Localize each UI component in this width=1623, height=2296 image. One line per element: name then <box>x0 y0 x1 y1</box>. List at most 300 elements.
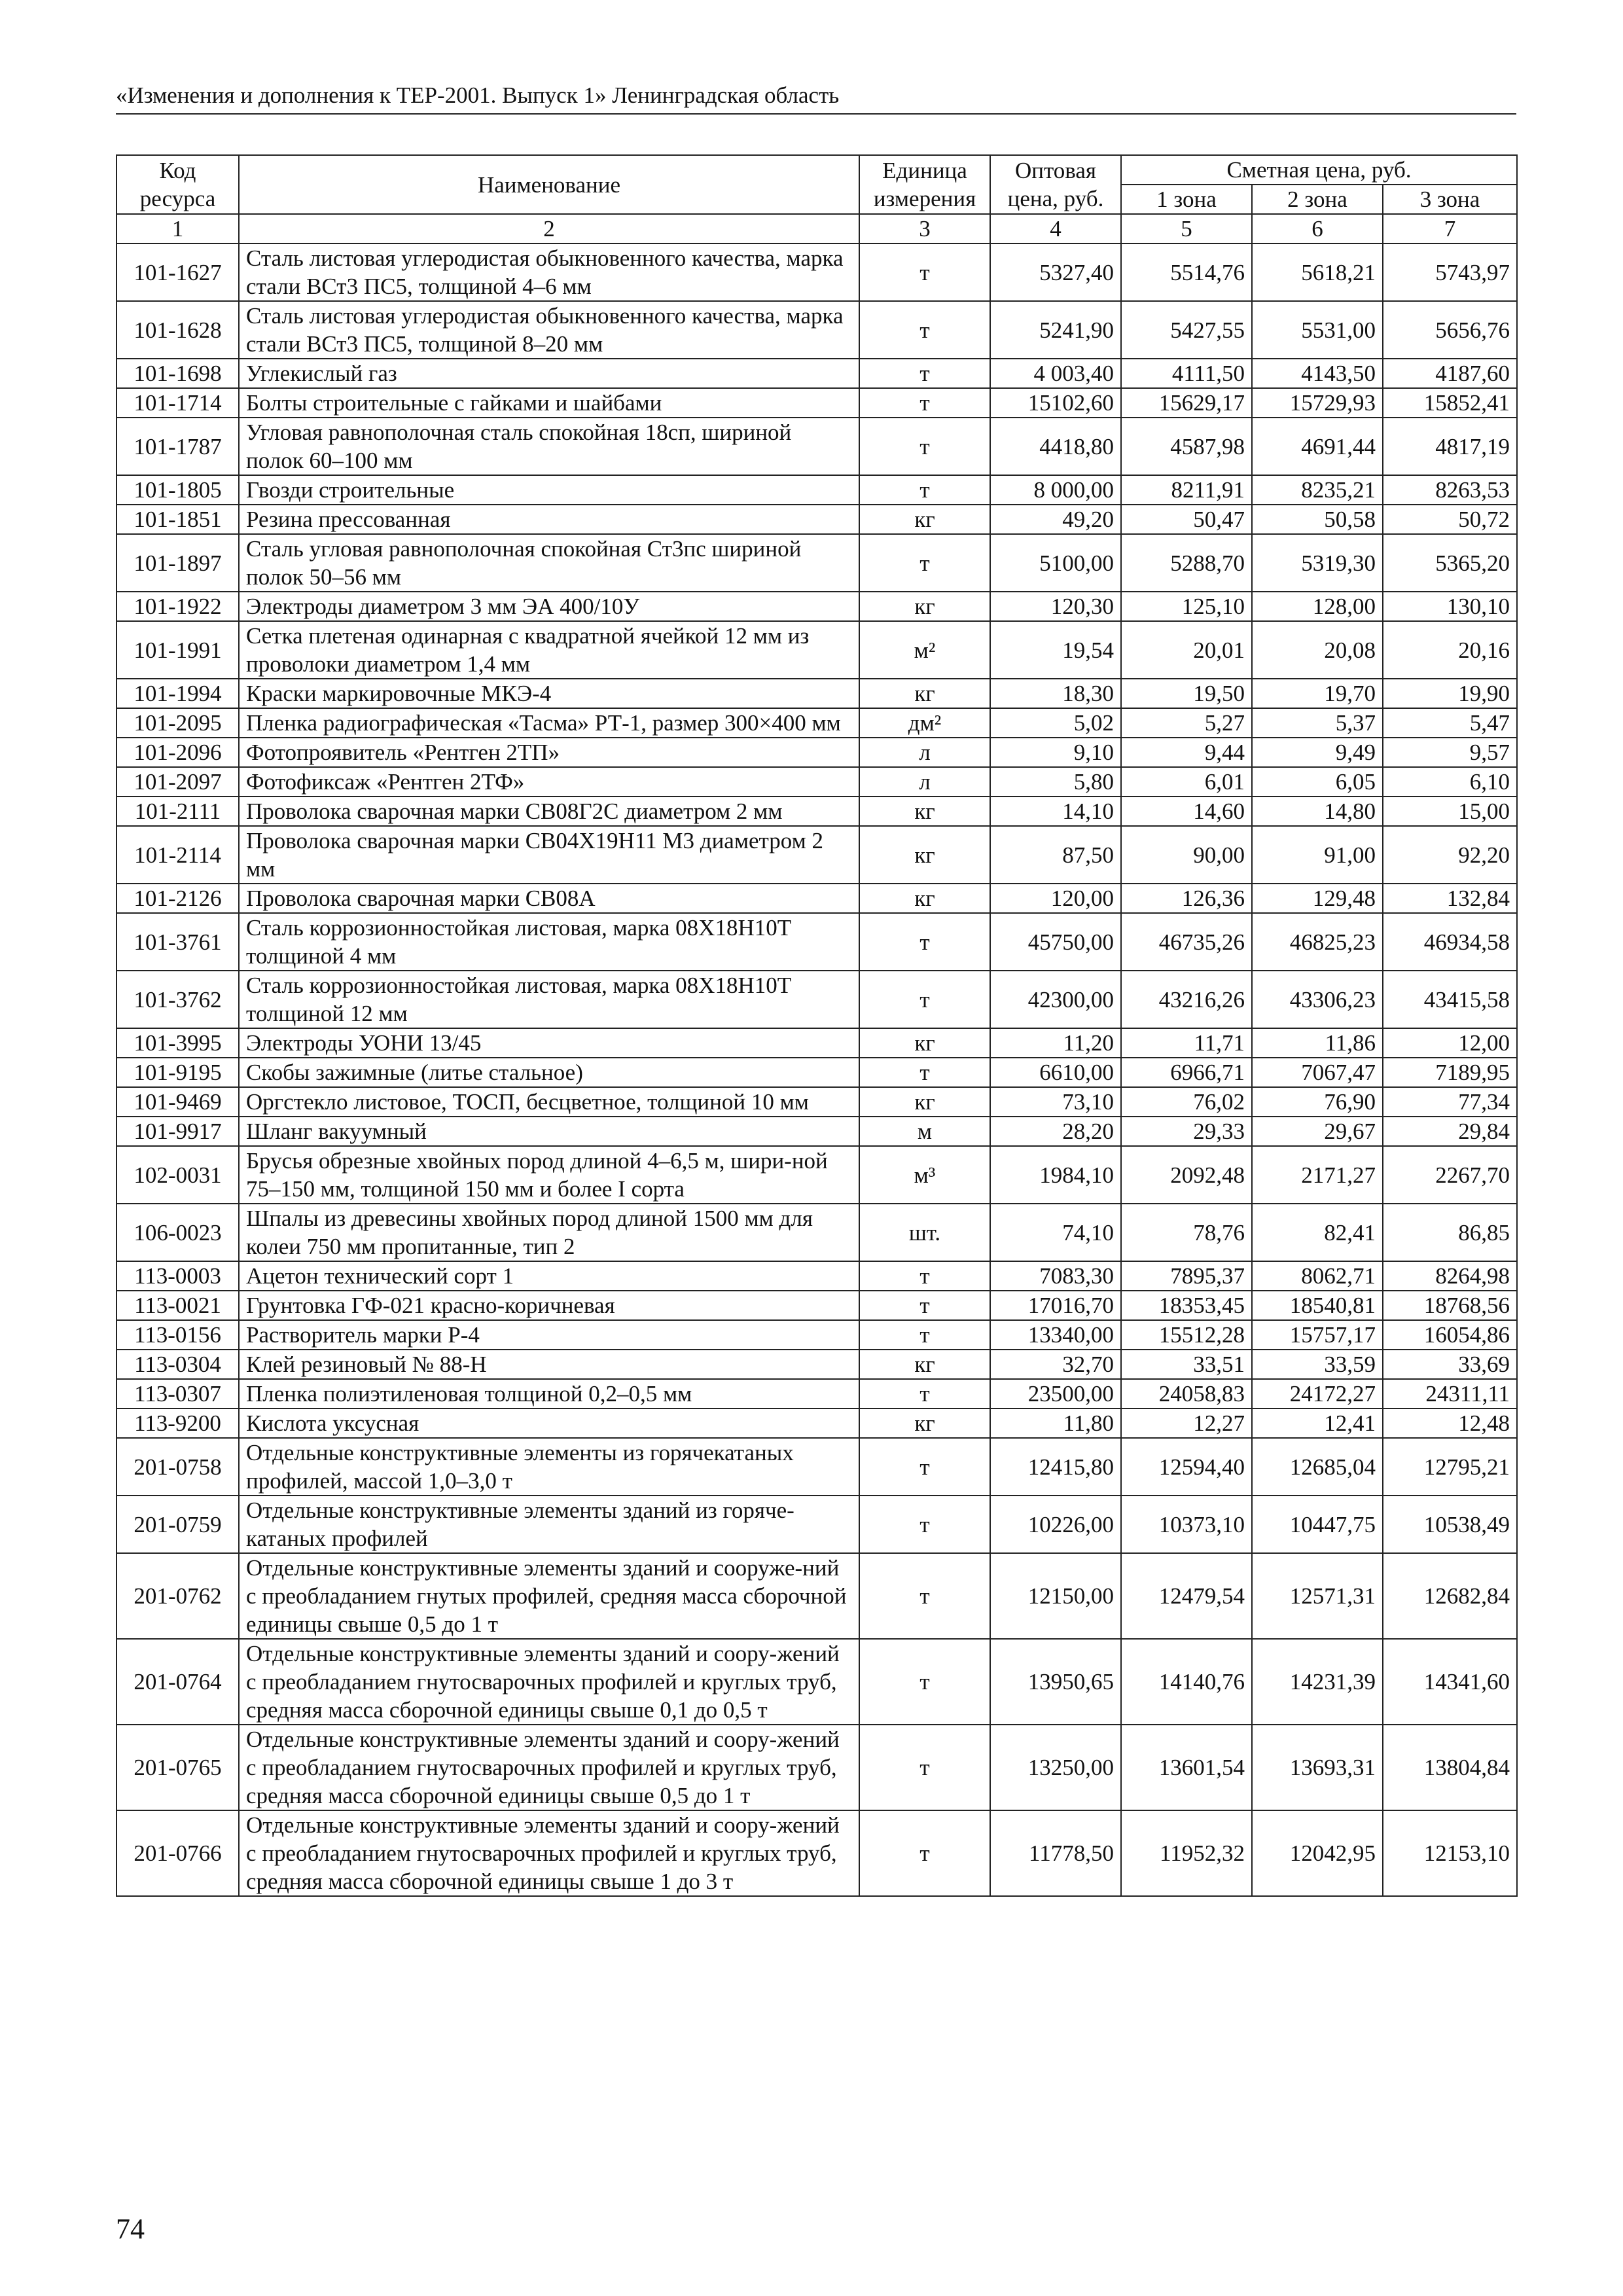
unit: кг <box>859 826 990 884</box>
zone-1-price: 6966,71 <box>1121 1058 1252 1087</box>
header-zone-3: 3 зона <box>1383 185 1517 214</box>
resource-name: Сетка плетеная одинарная с квадратной ячейкой 12 мм из проволоки диаметром 1,4 мм <box>239 621 859 679</box>
zone-1-price: 5,27 <box>1121 708 1252 738</box>
table-row <box>116 1408 1517 1438</box>
zone-2-price: 4143,50 <box>1252 359 1383 388</box>
resource-code: 201-0758 <box>116 1438 239 1496</box>
zone-3-price: 8263,53 <box>1383 475 1517 505</box>
zone-1-price: 125,10 <box>1121 592 1252 621</box>
table-row <box>116 359 1517 388</box>
zone-1-price: 15512,28 <box>1121 1320 1252 1350</box>
resource-code: 201-0762 <box>116 1553 239 1639</box>
header-wholesale-price: Оптовая цена, руб. <box>990 155 1121 214</box>
table-row <box>116 679 1517 708</box>
unit: т <box>859 388 990 418</box>
zone-3-price: 12795,21 <box>1383 1438 1517 1496</box>
zone-2-price: 9,49 <box>1252 738 1383 767</box>
page-number: 74 <box>116 2213 145 2245</box>
wholesale-price: 74,10 <box>990 1204 1121 1261</box>
resource-code: 101-1994 <box>116 679 239 708</box>
zone-1-price: 6,01 <box>1121 767 1252 797</box>
zone-3-price: 46934,58 <box>1383 913 1517 971</box>
wholesale-price: 28,20 <box>990 1117 1121 1146</box>
wholesale-price: 32,70 <box>990 1350 1121 1379</box>
zone-1-price: 12594,40 <box>1121 1438 1252 1496</box>
unit: т <box>859 1379 990 1408</box>
unit: шт. <box>859 1204 990 1261</box>
resource-code: 101-1714 <box>116 388 239 418</box>
table-row <box>116 1320 1517 1350</box>
zone-3-price: 5656,76 <box>1383 301 1517 359</box>
table-row <box>116 1350 1517 1379</box>
table-row <box>116 505 1517 534</box>
unit: т <box>859 1639 990 1725</box>
resource-name: Сталь листовая углеродистая обыкновенного качества, марка стали ВСт3 ПС5, толщиной 4–6 мм <box>239 243 859 301</box>
unit: кг <box>859 1350 990 1379</box>
wholesale-price: 7083,30 <box>990 1261 1121 1291</box>
zone-3-price: 18768,56 <box>1383 1291 1517 1320</box>
resource-code: 101-3762 <box>116 971 239 1028</box>
resource-code: 101-1627 <box>116 243 239 301</box>
wholesale-price: 5,80 <box>990 767 1121 797</box>
resource-code: 101-2114 <box>116 826 239 884</box>
zone-1-price: 90,00 <box>1121 826 1252 884</box>
unit: т <box>859 1058 990 1087</box>
wholesale-price: 5,02 <box>990 708 1121 738</box>
zone-3-price: 92,20 <box>1383 826 1517 884</box>
table-row <box>116 1117 1517 1146</box>
zone-3-price: 14341,60 <box>1383 1639 1517 1725</box>
table-row <box>116 592 1517 621</box>
wholesale-price: 4418,80 <box>990 418 1121 475</box>
unit: м³ <box>859 1146 990 1204</box>
wholesale-price: 14,10 <box>990 797 1121 826</box>
column-number: 7 <box>1383 214 1517 243</box>
wholesale-price: 49,20 <box>990 505 1121 534</box>
unit: л <box>859 767 990 797</box>
resource-name: Сталь коррозионностойкая листовая, марка 08Х18Н10Т толщиной 4 мм <box>239 913 859 971</box>
zone-3-price: 132,84 <box>1383 884 1517 913</box>
wholesale-price: 12415,80 <box>990 1438 1121 1496</box>
wholesale-price: 10226,00 <box>990 1496 1121 1553</box>
zone-3-price: 24311,11 <box>1383 1379 1517 1408</box>
resource-name: Проволока сварочная марки СВ04Х19Н11 М3 диаметром 2 мм <box>239 826 859 884</box>
header-estimate-price: Сметная цена, руб. <box>1121 155 1517 185</box>
unit: т <box>859 1810 990 1896</box>
zone-2-price: 43306,23 <box>1252 971 1383 1028</box>
zone-2-price: 33,59 <box>1252 1350 1383 1379</box>
zone-3-price: 5365,20 <box>1383 534 1517 592</box>
zone-1-price: 2092,48 <box>1121 1146 1252 1204</box>
zone-3-price: 43415,58 <box>1383 971 1517 1028</box>
resource-code: 101-3995 <box>116 1028 239 1058</box>
zone-3-price: 5743,97 <box>1383 243 1517 301</box>
zone-3-price: 5,47 <box>1383 708 1517 738</box>
zone-2-price: 12571,31 <box>1252 1553 1383 1639</box>
resource-name: Клей резиновый № 88-Н <box>239 1350 859 1379</box>
resource-code: 101-9469 <box>116 1087 239 1117</box>
resource-code: 101-2097 <box>116 767 239 797</box>
zone-2-price: 5618,21 <box>1252 243 1383 301</box>
wholesale-price: 13250,00 <box>990 1725 1121 1810</box>
zone-2-price: 15729,93 <box>1252 388 1383 418</box>
header-zone-1: 1 зона <box>1121 185 1252 214</box>
resource-code: 101-1851 <box>116 505 239 534</box>
table-row <box>116 1291 1517 1320</box>
zone-1-price: 15629,17 <box>1121 388 1252 418</box>
unit: т <box>859 243 990 301</box>
zone-1-price: 33,51 <box>1121 1350 1252 1379</box>
resource-name: Отдельные конструктивные элементы зданий и соору-жений с преобладанием гнутосварочных профилей и круглых труб, средняя масса сборочной единицы свыше 0,5 до 1 т <box>239 1725 859 1810</box>
resource-code: 101-1991 <box>116 621 239 679</box>
wholesale-price: 5241,90 <box>990 301 1121 359</box>
resource-code: 102-0031 <box>116 1146 239 1204</box>
zone-3-price: 6,10 <box>1383 767 1517 797</box>
resource-code: 201-0766 <box>116 1810 239 1896</box>
zone-1-price: 126,36 <box>1121 884 1252 913</box>
wholesale-price: 42300,00 <box>990 971 1121 1028</box>
zone-2-price: 18540,81 <box>1252 1291 1383 1320</box>
table-row <box>116 1087 1517 1117</box>
table-body <box>116 243 1517 1896</box>
resource-name: Электроды УОНИ 13/45 <box>239 1028 859 1058</box>
resource-name: Угловая равнополочная сталь спокойная 18сп, шириной полок 60–100 мм <box>239 418 859 475</box>
zone-1-price: 7895,37 <box>1121 1261 1252 1291</box>
zone-2-price: 8062,71 <box>1252 1261 1383 1291</box>
column-number: 3 <box>859 214 990 243</box>
zone-3-price: 2267,70 <box>1383 1146 1517 1204</box>
resource-name: Скобы зажимные (литье стальное) <box>239 1058 859 1087</box>
unit: т <box>859 1496 990 1553</box>
zone-3-price: 19,90 <box>1383 679 1517 708</box>
zone-1-price: 46735,26 <box>1121 913 1252 971</box>
zone-2-price: 24172,27 <box>1252 1379 1383 1408</box>
zone-2-price: 76,90 <box>1252 1087 1383 1117</box>
resource-code: 113-0307 <box>116 1379 239 1408</box>
resource-name: Брусья обрезные хвойных пород длиной 4–6,5 м, шири-ной 75–150 мм, толщиной 150 мм и более I сорта <box>239 1146 859 1204</box>
zone-2-price: 7067,47 <box>1252 1058 1383 1087</box>
zone-2-price: 14,80 <box>1252 797 1383 826</box>
resource-name: Сталь листовая углеродистая обыкновенного качества, марка стали ВСт3 ПС5, толщиной 8–20 мм <box>239 301 859 359</box>
table-row <box>116 1553 1517 1639</box>
zone-2-price: 29,67 <box>1252 1117 1383 1146</box>
zone-2-price: 50,58 <box>1252 505 1383 534</box>
table-row <box>116 1725 1517 1810</box>
wholesale-price: 15102,60 <box>990 388 1121 418</box>
unit: т <box>859 1261 990 1291</box>
price-table <box>116 154 1518 1897</box>
resource-code: 101-1805 <box>116 475 239 505</box>
zone-3-price: 12682,84 <box>1383 1553 1517 1639</box>
zone-3-price: 12,00 <box>1383 1028 1517 1058</box>
zone-2-price: 10447,75 <box>1252 1496 1383 1553</box>
resource-name: Пленка радиографическая «Тасма» РТ-1, размер 300×400 мм <box>239 708 859 738</box>
resource-code: 113-0304 <box>116 1350 239 1379</box>
unit: т <box>859 534 990 592</box>
resource-code: 101-2095 <box>116 708 239 738</box>
table-row <box>116 534 1517 592</box>
wholesale-price: 18,30 <box>990 679 1121 708</box>
resource-code: 101-9195 <box>116 1058 239 1087</box>
zone-1-price: 43216,26 <box>1121 971 1252 1028</box>
zone-2-price: 15757,17 <box>1252 1320 1383 1350</box>
zone-3-price: 10538,49 <box>1383 1496 1517 1553</box>
zone-2-price: 4691,44 <box>1252 418 1383 475</box>
zone-3-price: 86,85 <box>1383 1204 1517 1261</box>
zone-2-price: 46825,23 <box>1252 913 1383 971</box>
resource-name: Пленка полиэтиленовая толщиной 0,2–0,5 мм <box>239 1379 859 1408</box>
resource-code: 113-0003 <box>116 1261 239 1291</box>
resource-code: 101-2111 <box>116 797 239 826</box>
zone-2-price: 19,70 <box>1252 679 1383 708</box>
table-row <box>116 738 1517 767</box>
table-row <box>116 1058 1517 1087</box>
table-row <box>116 1639 1517 1725</box>
header-name: Наименование <box>239 155 859 214</box>
zone-2-price: 5531,00 <box>1252 301 1383 359</box>
resource-code: 113-0021 <box>116 1291 239 1320</box>
resource-code: 101-3761 <box>116 913 239 971</box>
table-row <box>116 767 1517 797</box>
column-number-row <box>116 214 1517 243</box>
zone-3-price: 8264,98 <box>1383 1261 1517 1291</box>
zone-1-price: 11952,32 <box>1121 1810 1252 1896</box>
resource-name: Сталь коррозионностойкая листовая, марка 08Х18Н10Т толщиной 12 мм <box>239 971 859 1028</box>
table-row <box>116 913 1517 971</box>
wholesale-price: 5100,00 <box>990 534 1121 592</box>
unit: кг <box>859 1408 990 1438</box>
zone-3-price: 13804,84 <box>1383 1725 1517 1810</box>
zone-2-price: 11,86 <box>1252 1028 1383 1058</box>
column-number: 4 <box>990 214 1121 243</box>
wholesale-price: 120,00 <box>990 884 1121 913</box>
unit: кг <box>859 505 990 534</box>
resource-name: Фотопроявитель «Рентген 2ТП» <box>239 738 859 767</box>
zone-3-price: 50,72 <box>1383 505 1517 534</box>
zone-1-price: 78,76 <box>1121 1204 1252 1261</box>
resource-code: 201-0764 <box>116 1639 239 1725</box>
resource-code: 101-1698 <box>116 359 239 388</box>
unit: т <box>859 913 990 971</box>
table-row <box>116 1496 1517 1553</box>
wholesale-price: 6610,00 <box>990 1058 1121 1087</box>
wholesale-price: 5327,40 <box>990 243 1121 301</box>
unit: кг <box>859 592 990 621</box>
zone-2-price: 5,37 <box>1252 708 1383 738</box>
zone-2-price: 13693,31 <box>1252 1725 1383 1810</box>
zone-2-price: 2171,27 <box>1252 1146 1383 1204</box>
resource-name: Ацетон технический сорт 1 <box>239 1261 859 1291</box>
zone-3-price: 16054,86 <box>1383 1320 1517 1350</box>
zone-2-price: 82,41 <box>1252 1204 1383 1261</box>
unit: т <box>859 1553 990 1639</box>
wholesale-price: 73,10 <box>990 1087 1121 1117</box>
zone-1-price: 29,33 <box>1121 1117 1252 1146</box>
header-zone-2: 2 зона <box>1252 185 1383 214</box>
table-row <box>116 621 1517 679</box>
resource-name: Отдельные конструктивные элементы зданий и сооруже-ний с преобладанием гнутых профилей, средняя масса сборочной единицы свыше 0,5 до 1 т <box>239 1553 859 1639</box>
zone-1-price: 8211,91 <box>1121 475 1252 505</box>
zone-2-price: 8235,21 <box>1252 475 1383 505</box>
resource-code: 101-1628 <box>116 301 239 359</box>
wholesale-price: 11,20 <box>990 1028 1121 1058</box>
zone-1-price: 5427,55 <box>1121 301 1252 359</box>
column-number: 1 <box>116 214 239 243</box>
wholesale-price: 13950,65 <box>990 1639 1121 1725</box>
unit: кг <box>859 679 990 708</box>
table-row <box>116 1146 1517 1204</box>
zone-1-price: 12,27 <box>1121 1408 1252 1438</box>
wholesale-price: 13340,00 <box>990 1320 1121 1350</box>
resource-name: Электроды диаметром 3 мм ЭА 400/10У <box>239 592 859 621</box>
table-row <box>116 971 1517 1028</box>
wholesale-price: 9,10 <box>990 738 1121 767</box>
unit: т <box>859 971 990 1028</box>
resource-name: Гвозди строительные <box>239 475 859 505</box>
zone-1-price: 5514,76 <box>1121 243 1252 301</box>
zone-1-price: 12479,54 <box>1121 1553 1252 1639</box>
resource-name: Краски маркировочные МКЭ-4 <box>239 679 859 708</box>
zone-1-price: 13601,54 <box>1121 1725 1252 1810</box>
resource-code: 113-9200 <box>116 1408 239 1438</box>
table-row <box>116 1261 1517 1291</box>
table-row <box>116 1204 1517 1261</box>
resource-name: Оргстекло листовое, ТОСП, бесцветное, толщиной 10 мм <box>239 1087 859 1117</box>
zone-1-price: 50,47 <box>1121 505 1252 534</box>
zone-2-price: 91,00 <box>1252 826 1383 884</box>
wholesale-price: 45750,00 <box>990 913 1121 971</box>
resource-name: Сталь угловая равнополочная спокойная Ст3пс шириной полок 50–56 мм <box>239 534 859 592</box>
zone-2-price: 128,00 <box>1252 592 1383 621</box>
wholesale-price: 8 000,00 <box>990 475 1121 505</box>
unit: т <box>859 1438 990 1496</box>
wholesale-price: 19,54 <box>990 621 1121 679</box>
zone-3-price: 9,57 <box>1383 738 1517 767</box>
resource-name: Проволока сварочная марки СВ08Г2С диаметром 2 мм <box>239 797 859 826</box>
zone-3-price: 130,10 <box>1383 592 1517 621</box>
resource-code: 201-0759 <box>116 1496 239 1553</box>
unit: кг <box>859 1028 990 1058</box>
wholesale-price: 23500,00 <box>990 1379 1121 1408</box>
zone-3-price: 4187,60 <box>1383 359 1517 388</box>
table-row <box>116 301 1517 359</box>
resource-name: Шланг вакуумный <box>239 1117 859 1146</box>
zone-1-price: 4111,50 <box>1121 359 1252 388</box>
table-row <box>116 884 1517 913</box>
zone-1-price: 76,02 <box>1121 1087 1252 1117</box>
zone-2-price: 12685,04 <box>1252 1438 1383 1496</box>
table-row <box>116 1379 1517 1408</box>
zone-2-price: 5319,30 <box>1252 534 1383 592</box>
zone-2-price: 12042,95 <box>1252 1810 1383 1896</box>
resource-name: Шпалы из древесины хвойных пород длиной 1500 мм для колеи 750 мм пропитанные, тип 2 <box>239 1204 859 1261</box>
resource-name: Растворитель марки Р-4 <box>239 1320 859 1350</box>
table-row <box>116 708 1517 738</box>
zone-1-price: 14140,76 <box>1121 1639 1252 1725</box>
resource-name: Отдельные конструктивные элементы зданий и соору-жений с преобладанием гнутосварочных профилей и круглых труб, средняя масса сборочной единицы свыше 1 до 3 т <box>239 1810 859 1896</box>
resource-name: Кислота уксусная <box>239 1408 859 1438</box>
wholesale-price: 11,80 <box>990 1408 1121 1438</box>
zone-3-price: 15,00 <box>1383 797 1517 826</box>
zone-1-price: 9,44 <box>1121 738 1252 767</box>
zone-1-price: 19,50 <box>1121 679 1252 708</box>
table-row <box>116 1438 1517 1496</box>
unit: т <box>859 301 990 359</box>
zone-3-price: 12153,10 <box>1383 1810 1517 1896</box>
table-row <box>116 475 1517 505</box>
zone-3-price: 4817,19 <box>1383 418 1517 475</box>
resource-code: 101-2126 <box>116 884 239 913</box>
unit: кг <box>859 884 990 913</box>
resource-code: 113-0156 <box>116 1320 239 1350</box>
zone-1-price: 24058,83 <box>1121 1379 1252 1408</box>
resource-code: 101-1922 <box>116 592 239 621</box>
resource-name: Проволока сварочная марки СВ08А <box>239 884 859 913</box>
resource-name: Фотофиксаж «Рентген 2ТФ» <box>239 767 859 797</box>
zone-2-price: 12,41 <box>1252 1408 1383 1438</box>
unit: кг <box>859 1087 990 1117</box>
table-row <box>116 1028 1517 1058</box>
wholesale-price: 87,50 <box>990 826 1121 884</box>
column-number: 5 <box>1121 214 1252 243</box>
zone-1-price: 18353,45 <box>1121 1291 1252 1320</box>
wholesale-price: 12150,00 <box>990 1553 1121 1639</box>
wholesale-price: 17016,70 <box>990 1291 1121 1320</box>
zone-1-price: 4587,98 <box>1121 418 1252 475</box>
unit: кг <box>859 797 990 826</box>
unit: м <box>859 1117 990 1146</box>
zone-2-price: 20,08 <box>1252 621 1383 679</box>
resource-name: Резина прессованная <box>239 505 859 534</box>
unit: т <box>859 1291 990 1320</box>
resource-code: 106-0023 <box>116 1204 239 1261</box>
zone-1-price: 10373,10 <box>1121 1496 1252 1553</box>
zone-3-price: 33,69 <box>1383 1350 1517 1379</box>
zone-3-price: 77,34 <box>1383 1087 1517 1117</box>
zone-2-price: 129,48 <box>1252 884 1383 913</box>
zone-1-price: 20,01 <box>1121 621 1252 679</box>
table-row <box>116 388 1517 418</box>
zone-3-price: 29,84 <box>1383 1117 1517 1146</box>
unit: м² <box>859 621 990 679</box>
unit: л <box>859 738 990 767</box>
zone-3-price: 20,16 <box>1383 621 1517 679</box>
zone-1-price: 11,71 <box>1121 1028 1252 1058</box>
unit: т <box>859 1320 990 1350</box>
resource-name: Болты строительные с гайками и шайбами <box>239 388 859 418</box>
zone-2-price: 14231,39 <box>1252 1639 1383 1725</box>
wholesale-price: 11778,50 <box>990 1810 1121 1896</box>
wholesale-price: 120,30 <box>990 592 1121 621</box>
resource-name: Отдельные конструктивные элементы зданий из горяче-катаных профилей <box>239 1496 859 1553</box>
resource-code: 101-2096 <box>116 738 239 767</box>
running-header: «Изменения и дополнения к ТЕР-2001. Выпуск 1» Ленинградская область <box>116 82 840 108</box>
zone-3-price: 7189,95 <box>1383 1058 1517 1087</box>
unit: дм² <box>859 708 990 738</box>
wholesale-price: 4 003,40 <box>990 359 1121 388</box>
resource-name: Грунтовка ГФ-021 красно-коричневая <box>239 1291 859 1320</box>
resource-name: Отдельные конструктивные элементы из горячекатаных профилей, массой 1,0–3,0 т <box>239 1438 859 1496</box>
table-row <box>116 797 1517 826</box>
resource-code: 101-9917 <box>116 1117 239 1146</box>
header-row <box>116 155 1517 185</box>
zone-1-price: 14,60 <box>1121 797 1252 826</box>
table-row <box>116 243 1517 301</box>
table-row <box>116 1810 1517 1896</box>
table-row <box>116 826 1517 884</box>
unit: т <box>859 475 990 505</box>
header-unit: Единица измерения <box>859 155 990 214</box>
